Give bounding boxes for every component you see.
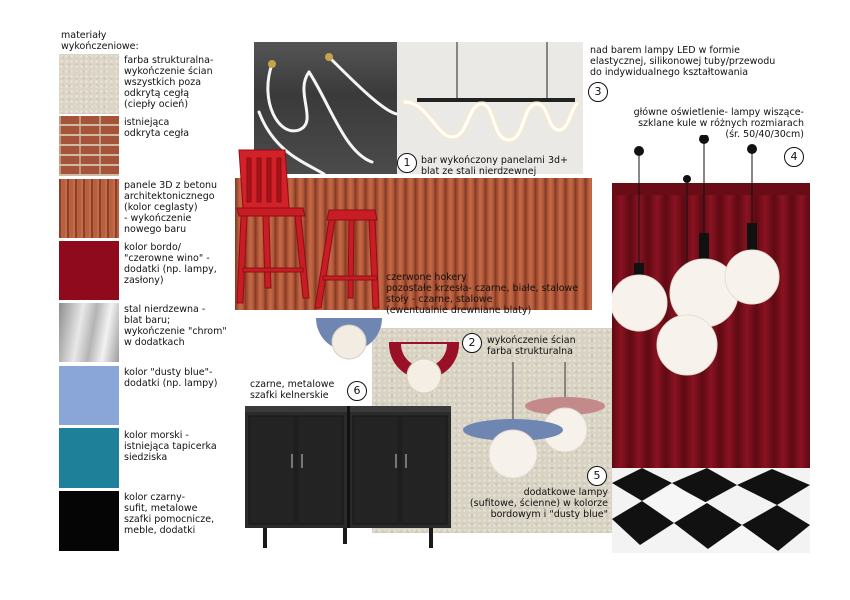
swatch-black — [59, 491, 119, 551]
label-brick: istniejąca odkryta cegła — [124, 117, 190, 139]
label-steel: stal nierdzewna - blat baru; wykończenie "chrom" w dodatkach — [124, 304, 227, 348]
swatch-sea — [59, 428, 119, 488]
label-bordo: kolor bordo/ "czerowne wino" - dodatki (np. lampy, zasłony) — [124, 242, 217, 286]
label-sea: kolor morski - istniejąca tapicerka siedziska — [124, 430, 217, 463]
annotation-5-text: dodatkowe lampy (sufitowe, ścienne) w kolorze bordowym i "dusty blue" — [469, 487, 608, 520]
wall-lamp-dusty-blue — [314, 314, 384, 370]
globe-lamp-cords — [612, 135, 810, 185]
annotation-1-text: bar wykończony panelami 3d+ blat ze stali nierdzewnej — [421, 155, 568, 177]
number-badge-6: 6 — [347, 381, 367, 401]
wall-lamp-bordo — [387, 342, 461, 402]
red-stool-icon — [233, 148, 383, 313]
label-3d-panels: panele 3D z betonu architektonicznego (kolor ceglasty) - wykończenie nowego baru — [124, 180, 218, 235]
curtain-icon — [612, 183, 810, 553]
wall-lamp-icon — [314, 314, 384, 370]
photo-curtain-globes — [612, 183, 810, 553]
annotation-3-text: nad barem lampy LED w formie elastycznej, silikonowej tuby/przewodu do indywidualnego kształtowania — [590, 45, 776, 78]
swatch-textured-paint — [59, 54, 119, 114]
number-badge-3: 3 — [588, 82, 608, 102]
pendant-lamp-icon — [455, 362, 605, 482]
annotation-6-text: czarne, metalowe szafki kelnerskie — [250, 379, 335, 401]
number-badge-2: 2 — [462, 333, 482, 353]
pendant-lamps-small — [455, 362, 605, 482]
swatch-dusty-blue — [59, 366, 119, 425]
cabinet-icon — [243, 404, 453, 548]
number-badge-1: 1 — [397, 153, 417, 173]
label-black: kolor czarny- sufit, metalowe szafki pomocnicze, meble, dodatki — [124, 492, 215, 536]
pendant-cord-icon — [612, 135, 810, 185]
annotation-4-text: główne oświetlenie- lampy wiszące- szklane kule w różnych rozmiarach (śr. 50/40/30cm) — [633, 107, 804, 140]
swatch-bordo — [59, 241, 119, 300]
photo-metal-cabinets — [243, 404, 453, 548]
legend-title: materiały wykończeniowe: — [61, 30, 139, 52]
swatch-3d-panels — [59, 179, 119, 238]
swatch-steel — [59, 303, 119, 362]
wall-lamp-icon — [387, 342, 461, 402]
swatch-brick — [59, 116, 119, 176]
photo-red-stools — [233, 148, 383, 313]
number-badge-4: 4 — [784, 147, 804, 167]
number-badge-5: 5 — [587, 466, 607, 486]
annotation-stools-text: czerwone hokery pozostałe krzesła- czarne, białe, stalowe stoły - czarne, stalowe (ewentualnie drewniane blaty) — [386, 272, 579, 316]
annotation-2-text: wykończenie ścian farba strukturalna — [487, 335, 576, 357]
label-dusty-blue: kolor "dusty blue"- dodatki (np. lampy) — [124, 367, 218, 389]
label-textured-paint: farba strukturalna- wykończenie ścian wszystkich poza odkrytą cegłą (ciepły ocień) — [124, 55, 214, 110]
